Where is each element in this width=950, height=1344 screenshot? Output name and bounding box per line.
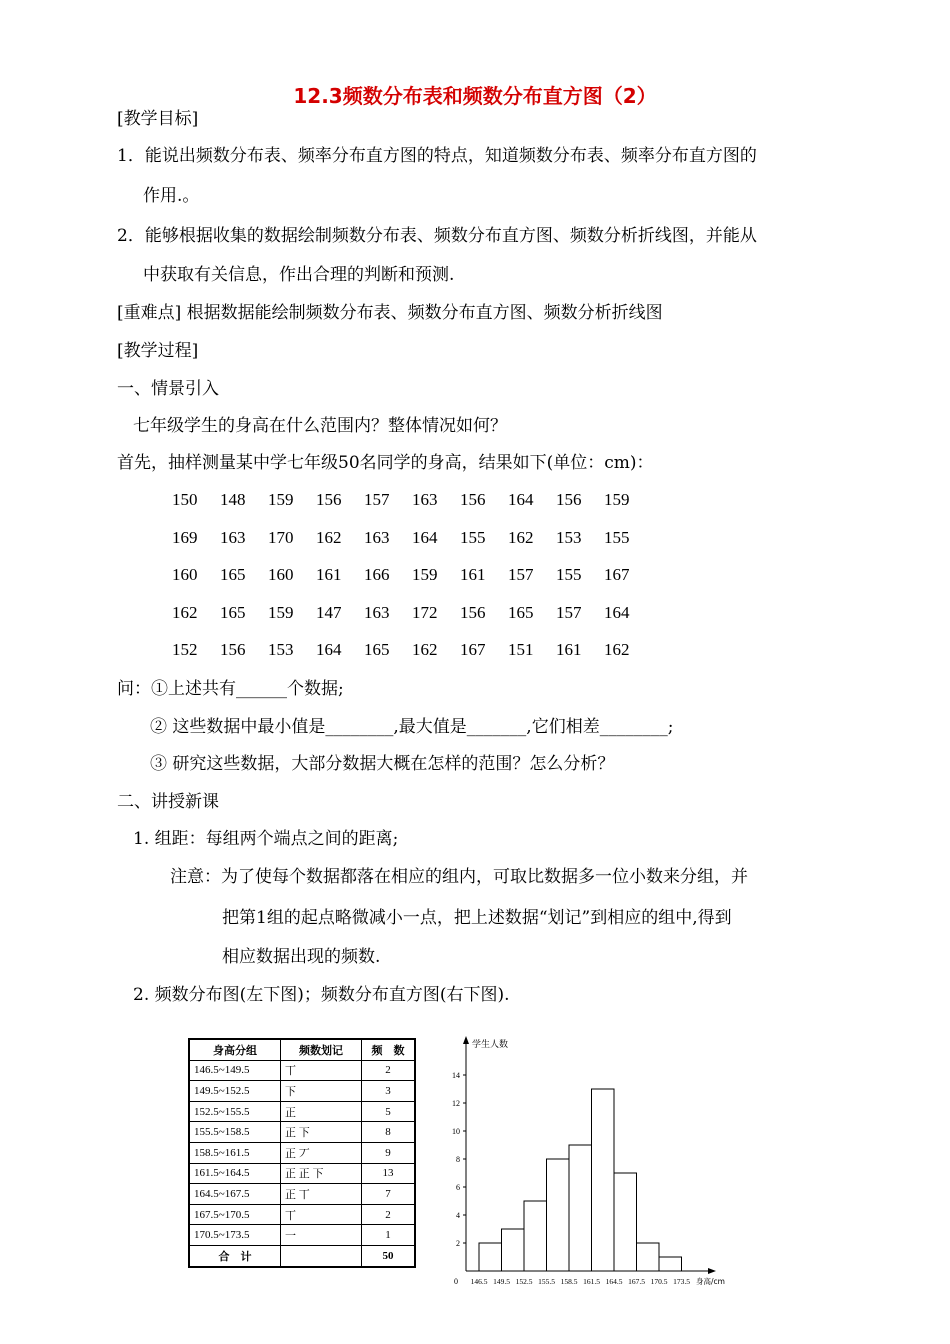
table-row xyxy=(189,1142,415,1163)
table-row xyxy=(189,1101,415,1122)
height-value: 166 xyxy=(364,565,390,584)
tally-cell: 正 丅 xyxy=(281,1184,362,1205)
height-value: 152 xyxy=(172,640,198,659)
tally-cell: 一 xyxy=(281,1225,362,1246)
height-value: 157 xyxy=(508,565,534,584)
frequency-cell: 9 xyxy=(362,1142,416,1163)
histogram-chart xyxy=(436,1032,736,1294)
table-row xyxy=(189,1060,415,1081)
objective-1: 1．能说出频数分布表、频率分布直方图的特点，知道频数分布表、频率分布直方图的 xyxy=(117,146,757,166)
group-cell: 146.5~149.5 xyxy=(189,1060,281,1081)
histogram-bar xyxy=(592,1089,615,1271)
height-value: 148 xyxy=(220,490,246,509)
table-row xyxy=(189,1122,415,1143)
height-value: 170 xyxy=(268,527,294,547)
height-value: 163 xyxy=(364,602,390,622)
point-2: 2. 频数分布图(左下图)；频数分布直方图(右下图). xyxy=(133,985,510,1005)
table-row xyxy=(189,1204,415,1225)
header-frequency: 频 数 xyxy=(362,1039,416,1060)
y-tick-label: 14 xyxy=(452,1071,460,1080)
height-value: 167 xyxy=(604,565,630,584)
table-total-row xyxy=(189,1245,415,1266)
height-value: 162 xyxy=(316,527,342,547)
y-tick-label: 10 xyxy=(452,1127,460,1136)
group-cell: 152.5~155.5 xyxy=(189,1101,281,1122)
frequency-cell: 2 xyxy=(362,1060,416,1081)
height-value: 169 xyxy=(172,527,198,547)
height-value: 162 xyxy=(604,640,630,659)
height-value: 155 xyxy=(604,527,630,547)
height-value: 165 xyxy=(364,640,390,659)
histogram-bar xyxy=(569,1145,592,1271)
group-cell: 149.5~152.5 xyxy=(189,1081,281,1102)
question-1: 问：①上述共有______个数据; xyxy=(117,679,344,699)
frequency-cell: 3 xyxy=(362,1081,416,1102)
height-value: 160 xyxy=(172,565,198,584)
key-points: [重难点] 根据数据能绘制频数分布表、频数分布直方图、频数分析折线图 xyxy=(117,303,663,323)
objective-2-cont: 中获取有关信息，作出合理的判断和预测. xyxy=(143,265,455,285)
histogram-bar xyxy=(479,1243,502,1271)
histogram-bar xyxy=(502,1229,525,1271)
y-tick-label: 12 xyxy=(452,1099,460,1108)
height-value: 162 xyxy=(172,602,198,622)
group-cell: 161.5~164.5 xyxy=(189,1163,281,1184)
group-cell: 155.5~158.5 xyxy=(189,1122,281,1143)
histogram-bar xyxy=(614,1173,637,1271)
tally-cell: 正 下 xyxy=(281,1122,362,1143)
height-value: 150 xyxy=(172,490,198,509)
x-tick-label: 164.5 xyxy=(605,1277,623,1286)
x-tick-label: 173.5 xyxy=(673,1277,690,1286)
x-tick-label: 161.5 xyxy=(583,1277,600,1286)
objectives-label: [教学目标] xyxy=(117,109,199,129)
note-line-1: 注意：为了使每个数据都落在相应的组内，可取比数据多一位小数来分组，并 xyxy=(170,867,748,887)
process-label: [教学过程] xyxy=(117,341,199,361)
table-row xyxy=(189,1081,415,1102)
x-tick-label: 155.5 xyxy=(538,1277,555,1286)
section-2-heading: 二、讲授新课 xyxy=(117,792,219,812)
height-value: 156 xyxy=(316,490,342,509)
frequency-cell: 8 xyxy=(362,1122,416,1143)
total-blank xyxy=(281,1245,362,1266)
group-cell: 170.5~173.5 xyxy=(189,1225,281,1246)
height-value: 153 xyxy=(556,527,582,547)
group-cell: 158.5~161.5 xyxy=(189,1142,281,1163)
height-value: 164 xyxy=(508,490,534,509)
x-axis-arrow xyxy=(708,1268,716,1274)
height-value: 165 xyxy=(220,602,246,622)
height-value: 155 xyxy=(460,527,486,547)
histogram-bar xyxy=(524,1201,547,1271)
frequency-table xyxy=(188,1038,416,1268)
note-line-2: 把第1组的起点略微减小一点，把上述数据“划记”到相应的组中,得到 xyxy=(222,908,732,928)
question-2: ② 这些数据中最小值是________,最大值是_______,它们相差________; xyxy=(150,717,674,737)
height-value: 156 xyxy=(556,490,582,509)
height-value: 167 xyxy=(460,640,486,659)
point-1: 1. 组距：每组两个端点之间的距离; xyxy=(133,829,399,849)
question-3: ③ 研究这些数据，大部分数据大概在怎样的范围？怎么分析？ xyxy=(150,754,615,774)
y-tick-label: 8 xyxy=(456,1155,460,1164)
height-value: 159 xyxy=(604,490,630,509)
height-value: 153 xyxy=(268,640,294,659)
total-label: 合 计 xyxy=(189,1245,281,1266)
height-value: 165 xyxy=(508,602,534,622)
header-tally: 频数划记 xyxy=(281,1039,362,1060)
y-tick-label: 2 xyxy=(456,1239,460,1248)
tally-cell: 下 xyxy=(281,1081,362,1102)
frequency-cell: 1 xyxy=(362,1225,416,1246)
x-tick-label: 167.5 xyxy=(628,1277,645,1286)
x-tick-label: 170.5 xyxy=(650,1277,668,1286)
height-value: 164 xyxy=(316,640,342,659)
height-value: 151 xyxy=(508,640,534,659)
group-cell: 164.5~167.5 xyxy=(189,1184,281,1205)
x-tick-label: 158.5 xyxy=(560,1277,578,1286)
x-tick-label: 149.5 xyxy=(493,1277,510,1286)
frequency-cell: 7 xyxy=(362,1184,416,1205)
y-tick-label: 6 xyxy=(456,1183,460,1192)
tally-cell: 丅 xyxy=(281,1204,362,1225)
height-value: 160 xyxy=(268,565,294,584)
height-value: 161 xyxy=(316,565,342,584)
y-tick-label: 4 xyxy=(456,1211,460,1220)
height-value: 156 xyxy=(460,490,486,509)
histogram-bar xyxy=(637,1243,660,1271)
height-value: 164 xyxy=(412,527,438,547)
total-value: 50 xyxy=(362,1245,416,1266)
objective-2: 2．能够根据收集的数据绘制频数分布表、频数分布直方图、频数分析折线图，并能从 xyxy=(117,226,757,246)
height-value: 163 xyxy=(220,527,246,547)
header-group: 身高分组 xyxy=(189,1039,281,1060)
height-value: 147 xyxy=(316,602,342,622)
y-axis-label: 学生人数 xyxy=(472,1040,509,1050)
height-value: 159 xyxy=(268,602,294,622)
height-value: 156 xyxy=(220,640,246,659)
frequency-cell: 5 xyxy=(362,1101,416,1122)
height-value: 162 xyxy=(508,527,534,547)
intro-text: 首先，抽样测量某中学七年级50名同学的身高，结果如下(单位：cm)： xyxy=(117,453,654,473)
frequency-cell: 2 xyxy=(362,1204,416,1225)
page-title: 12.3频数分布表和频数分布直方图（2） xyxy=(293,84,657,108)
height-value: 172 xyxy=(412,602,438,622)
x-tick-label: 146.5 xyxy=(470,1277,488,1286)
objective-1-cont: 作用.。 xyxy=(143,186,200,206)
height-value: 162 xyxy=(412,640,438,659)
x-axis-label: 身高/cm xyxy=(696,1277,725,1286)
section-1-heading: 一、情景引入 xyxy=(117,379,219,399)
table-header-row xyxy=(189,1039,415,1060)
height-value: 159 xyxy=(412,565,438,584)
height-value: 157 xyxy=(364,490,390,509)
origin-label: 0 xyxy=(454,1277,458,1286)
height-value: 157 xyxy=(556,602,582,622)
height-value: 163 xyxy=(412,490,438,509)
tally-cell: 正 丆 xyxy=(281,1142,362,1163)
frequency-cell: 13 xyxy=(362,1163,416,1184)
height-value: 161 xyxy=(556,640,582,659)
height-value: 156 xyxy=(460,602,486,622)
y-axis-arrow xyxy=(463,1036,469,1044)
height-value: 161 xyxy=(460,565,486,584)
height-value: 163 xyxy=(364,527,390,547)
tally-cell: 正 xyxy=(281,1101,362,1122)
tally-cell: 正 正 下 xyxy=(281,1163,362,1184)
x-tick-label: 152.5 xyxy=(515,1277,533,1286)
height-value: 155 xyxy=(556,565,582,584)
tally-cell: 丅 xyxy=(281,1060,362,1081)
table-row xyxy=(189,1163,415,1184)
histogram-bar xyxy=(547,1159,570,1271)
table-row xyxy=(189,1184,415,1205)
note-line-3: 相应数据出现的频数. xyxy=(222,947,381,967)
histogram-bar xyxy=(659,1257,682,1271)
height-value: 165 xyxy=(220,565,246,584)
intro-question: 七年级学生的身高在什么范围内？整体情况如何？ xyxy=(133,416,507,436)
height-value: 164 xyxy=(604,602,630,622)
table-row xyxy=(189,1225,415,1246)
height-value: 159 xyxy=(268,490,294,509)
group-cell: 167.5~170.5 xyxy=(189,1204,281,1225)
